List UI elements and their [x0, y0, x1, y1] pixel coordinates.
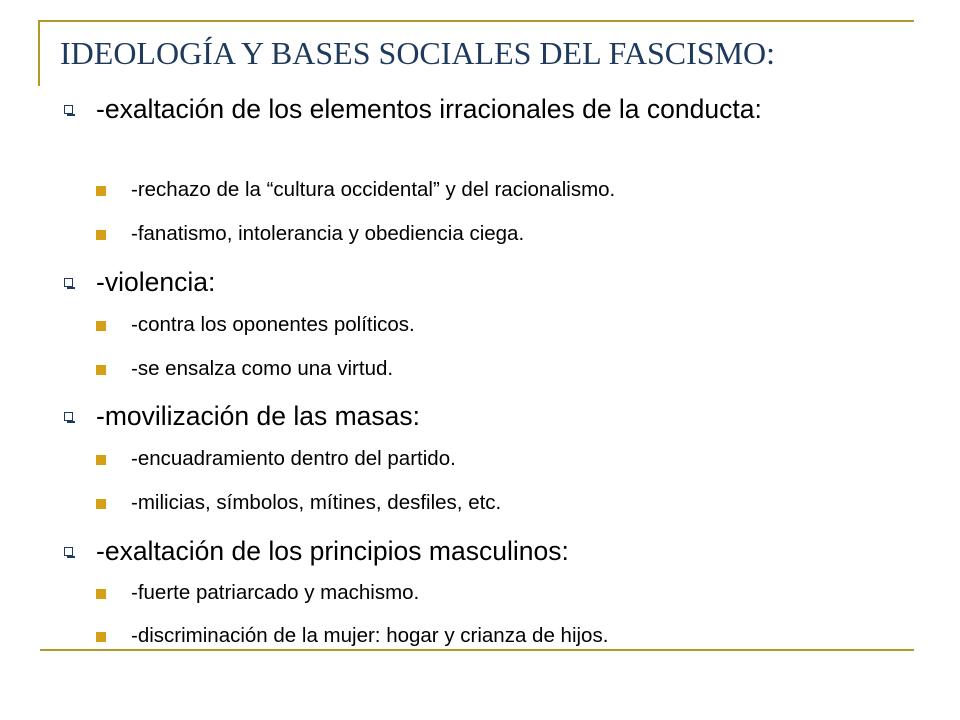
list-item: [131, 219, 891, 249]
list-item-text: -fanatismo, intolerancia y obediencia ciega.: [131, 222, 525, 245]
section-heading-2: [96, 263, 856, 301]
section-heading-text: -violencia:: [96, 267, 216, 297]
hollow-square-bullet-icon: [64, 412, 73, 421]
list-item: [131, 354, 891, 384]
list-item: [131, 488, 891, 518]
hollow-square-bullet-icon: [64, 105, 73, 114]
list-item: [131, 444, 891, 474]
list-item: [131, 310, 891, 340]
list-item-text: -contra los oponentes políticos.: [131, 313, 415, 336]
filled-square-bullet-icon: [96, 365, 106, 375]
section-heading-3: [96, 397, 856, 435]
section-heading-text: -exaltación de los elementos irracionales de la conducta:: [96, 94, 762, 124]
slide-title: IDEOLOGÍA Y BASES SOCIALES DEL FASCISMO:: [60, 35, 776, 71]
filled-square-bullet-icon: [96, 589, 106, 599]
section-heading-4: [96, 532, 856, 570]
section-heading-text: -exaltación de los principios masculinos:: [96, 536, 569, 566]
list-item-text: -rechazo de la “cultura occidental” y del racionalismo.: [131, 178, 616, 201]
list-item-text: -se ensalza como una virtud.: [131, 357, 394, 380]
filled-square-bullet-icon: [96, 499, 106, 509]
filled-square-bullet-icon: [96, 455, 106, 465]
filled-square-bullet-icon: [96, 632, 106, 642]
section-heading-1: [96, 90, 856, 128]
list-item-text: -discriminación de la mujer: hogar y crianza de hijos.: [131, 624, 609, 647]
list-item-text: -encuadramiento dentro del partido.: [131, 447, 456, 470]
list-item: [131, 578, 891, 608]
list-item-text: -fuerte patriarcado y machismo.: [131, 581, 420, 604]
list-item: [131, 175, 891, 205]
left-rule: [38, 20, 40, 86]
top-rule: [40, 20, 914, 22]
filled-square-bullet-icon: [96, 230, 106, 240]
list-item: [131, 621, 891, 651]
hollow-square-bullet-icon: [64, 278, 73, 287]
list-item-text: -milicias, símbolos, mítines, desfiles, etc.: [131, 491, 502, 514]
section-heading-text: -movilización de las masas:: [96, 401, 421, 431]
filled-square-bullet-icon: [96, 186, 106, 196]
filled-square-bullet-icon: [96, 321, 106, 331]
hollow-square-bullet-icon: [64, 547, 73, 556]
